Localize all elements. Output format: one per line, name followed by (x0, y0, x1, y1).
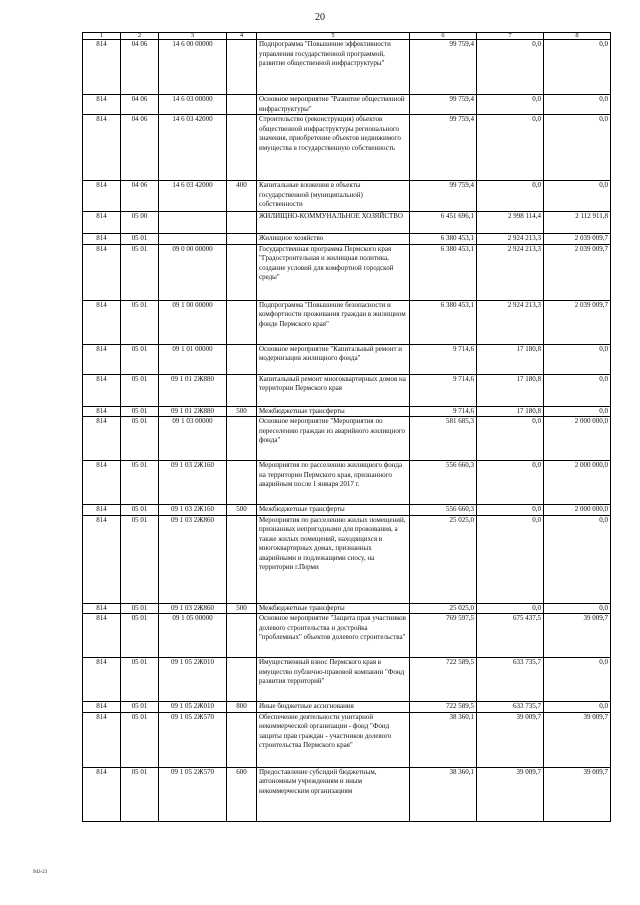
cell-expense-type (227, 461, 257, 505)
cell-amount-1: 769 597,5 (410, 614, 477, 658)
cell-amount-2: 2 924 213,3 (477, 244, 544, 300)
budget-table (82, 32, 611, 822)
cell-expense-type (227, 712, 257, 767)
header-cell: 3 (159, 33, 227, 40)
cell-section: 05 01 (121, 767, 159, 821)
cell-amount-1: 581 685,3 (410, 417, 477, 461)
cell-amount-3: 2 000 000,0 (544, 417, 611, 461)
cell-target-article: 14 6 03 00000 (159, 95, 227, 115)
header-cell: 1 (83, 33, 121, 40)
cell-target-article: 09 1 01 2Ж880 (159, 406, 227, 417)
cell-amount-1: 9 714,6 (410, 374, 477, 406)
cell-amount-3: 0,0 (544, 702, 611, 713)
cell-amount-2: 17 180,8 (477, 344, 544, 374)
cell-admin-code: 814 (83, 505, 121, 516)
cell-section: 05 01 (121, 702, 159, 713)
cell-expense-type (227, 40, 257, 95)
cell-name: Основное мероприятие "Мероприятия по переселению граждан из аварийного жилищного фонда" (257, 417, 410, 461)
cell-amount-3: 0,0 (544, 515, 611, 603)
cell-admin-code: 814 (83, 658, 121, 702)
table-header-row (83, 33, 611, 40)
cell-amount-3: 39 009,7 (544, 614, 611, 658)
table-row (83, 505, 611, 516)
cell-name: Подпрограмма "Повышение эффективности управления государственной программой, развитие общественной инфраструктуры" (257, 40, 410, 95)
table-row (83, 234, 611, 245)
cell-admin-code: 814 (83, 515, 121, 603)
cell-target-article: 09 1 05 00000 (159, 614, 227, 658)
cell-name: Межбюджетные трансферты (257, 406, 410, 417)
cell-expense-type: 400 (227, 181, 257, 212)
cell-amount-2: 39 009,7 (477, 712, 544, 767)
cell-target-article (159, 212, 227, 234)
cell-target-article: 09 1 01 2Ж880 (159, 374, 227, 406)
cell-amount-3: 0,0 (544, 181, 611, 212)
cell-amount-1: 25 025,0 (410, 603, 477, 614)
cell-amount-2: 0,0 (477, 40, 544, 95)
table-row (83, 40, 611, 95)
table-row (83, 658, 611, 702)
cell-expense-type (227, 658, 257, 702)
table-row (83, 95, 611, 115)
cell-expense-type: 800 (227, 702, 257, 713)
cell-amount-3: 2 039 009,7 (544, 234, 611, 245)
table-row (83, 212, 611, 234)
cell-section: 05 01 (121, 603, 159, 614)
cell-name: Межбюджетные трансферты (257, 603, 410, 614)
cell-admin-code: 814 (83, 344, 121, 374)
cell-amount-1: 6 451 696,1 (410, 212, 477, 234)
cell-section: 05 01 (121, 234, 159, 245)
table-row (83, 344, 611, 374)
cell-admin-code: 814 (83, 244, 121, 300)
cell-section: 04 06 (121, 181, 159, 212)
cell-amount-3: 2 039 009,7 (544, 244, 611, 300)
cell-expense-type: 600 (227, 767, 257, 821)
cell-name: Мероприятия по расселению жилищного фонда на территории Пермского края, признанного аварийным после 1 января 2017 г. (257, 461, 410, 505)
cell-section: 04 06 (121, 115, 159, 181)
cell-section: 05 01 (121, 712, 159, 767)
table-row (83, 417, 611, 461)
cell-name: Основное мероприятие "Капитальный ремонт и модернизация жилищного фонда" (257, 344, 410, 374)
cell-amount-2: 0,0 (477, 95, 544, 115)
cell-target-article: 09 1 05 2Ж010 (159, 658, 227, 702)
cell-amount-3: 0,0 (544, 658, 611, 702)
cell-amount-1: 99 759,4 (410, 40, 477, 95)
table-row (83, 115, 611, 181)
cell-admin-code: 814 (83, 614, 121, 658)
cell-amount-3: 39 009,7 (544, 712, 611, 767)
cell-name: Капитальный ремонт многоквартирных домов на территории Пермского края (257, 374, 410, 406)
cell-amount-2: 633 735,7 (477, 702, 544, 713)
cell-amount-3: 39 009,7 (544, 767, 611, 821)
cell-admin-code: 814 (83, 417, 121, 461)
cell-amount-2: 0,0 (477, 181, 544, 212)
cell-expense-type (227, 95, 257, 115)
cell-name: Мероприятия по расселению жилых помещений, признанных непригодными для проживания, а также жилых помещений, находящихся в многоквартирных домах, признанных аварийными и подлежащими сносу, на территории г.Перми (257, 515, 410, 603)
cell-target-article: 09 1 03 2Ж160 (159, 505, 227, 516)
cell-name: Государственная программа Пермского края "Градостроительная и жилищная политика, создание условий для комфортной городской среды" (257, 244, 410, 300)
cell-admin-code: 814 (83, 461, 121, 505)
cell-section: 04 06 (121, 40, 159, 95)
cell-admin-code: 814 (83, 374, 121, 406)
table-row (83, 767, 611, 821)
cell-amount-3: 0,0 (544, 374, 611, 406)
cell-name: Подпрограмма "Повышение безопасности и комфортности проживания граждан в жилищном фонде Пермского края" (257, 300, 410, 344)
cell-amount-2: 633 735,7 (477, 658, 544, 702)
cell-expense-type (227, 300, 257, 344)
cell-amount-1: 722 589,5 (410, 658, 477, 702)
cell-admin-code: 814 (83, 212, 121, 234)
cell-section: 05 01 (121, 244, 159, 300)
cell-name: Основное мероприятие "Развитие общественной инфраструктуры" (257, 95, 410, 115)
cell-expense-type (227, 417, 257, 461)
cell-section: 05 01 (121, 515, 159, 603)
cell-amount-1: 38 360,1 (410, 767, 477, 821)
cell-amount-1: 38 360,1 (410, 712, 477, 767)
table-row (83, 702, 611, 713)
cell-amount-2: 0,0 (477, 505, 544, 516)
cell-amount-1: 9 714,6 (410, 406, 477, 417)
cell-amount-1: 722 589,5 (410, 702, 477, 713)
table-row (83, 244, 611, 300)
cell-target-article: 09 1 05 2Ж570 (159, 712, 227, 767)
cell-section: 05 01 (121, 344, 159, 374)
cell-amount-3: 2 000 000,0 (544, 461, 611, 505)
cell-amount-3: 0,0 (544, 115, 611, 181)
header-cell: 8 (544, 33, 611, 40)
header-cell: 4 (227, 33, 257, 40)
cell-section: 05 01 (121, 300, 159, 344)
cell-admin-code: 814 (83, 115, 121, 181)
cell-amount-2: 2 924 213,3 (477, 300, 544, 344)
cell-name: Жилищное хозяйство (257, 234, 410, 245)
header-cell: 7 (477, 33, 544, 40)
cell-section: 04 06 (121, 95, 159, 115)
cell-amount-2: 17 180,8 (477, 406, 544, 417)
cell-expense-type: 500 (227, 406, 257, 417)
cell-target-article: 09 1 05 2Ж010 (159, 702, 227, 713)
table-row (83, 614, 611, 658)
cell-amount-2: 675 437,5 (477, 614, 544, 658)
cell-amount-2: 0,0 (477, 461, 544, 505)
cell-expense-type: 500 (227, 505, 257, 516)
cell-admin-code: 814 (83, 712, 121, 767)
table-row (83, 181, 611, 212)
cell-expense-type (227, 614, 257, 658)
cell-expense-type (227, 374, 257, 406)
cell-section: 05 01 (121, 505, 159, 516)
cell-name: Основное мероприятие "Защита прав участников долевого строительства и достройка "проблемных" объектов долевого строительства" (257, 614, 410, 658)
cell-amount-2: 39 009,7 (477, 767, 544, 821)
table-row (83, 515, 611, 603)
cell-admin-code: 814 (83, 767, 121, 821)
cell-target-article: 09 1 01 00000 (159, 344, 227, 374)
cell-target-article: 09 1 03 00000 (159, 417, 227, 461)
table-row (83, 406, 611, 417)
cell-target-article: 09 1 03 2Ж860 (159, 515, 227, 603)
cell-target-article: 09 1 00 00000 (159, 300, 227, 344)
cell-amount-3: 0,0 (544, 95, 611, 115)
cell-section: 05 01 (121, 374, 159, 406)
cell-target-article: 14 6 03 42000 (159, 181, 227, 212)
page-number: 20 (315, 12, 325, 23)
cell-expense-type (227, 515, 257, 603)
cell-amount-3: 0,0 (544, 344, 611, 374)
cell-name: Межбюджетные трансферты (257, 505, 410, 516)
cell-target-article: 14 6 00 00000 (159, 40, 227, 95)
cell-target-article: 09 1 05 2Ж570 (159, 767, 227, 821)
cell-amount-1: 99 759,4 (410, 115, 477, 181)
cell-expense-type (227, 344, 257, 374)
cell-target-article: 09 1 03 2Ж160 (159, 461, 227, 505)
cell-amount-3: 2 000 000,0 (544, 505, 611, 516)
cell-amount-1: 25 025,0 (410, 515, 477, 603)
cell-name: Иные бюджетные ассигнования (257, 702, 410, 713)
table-row (83, 461, 611, 505)
cell-amount-1: 6 380 453,1 (410, 300, 477, 344)
cell-amount-1: 9 714,6 (410, 344, 477, 374)
cell-admin-code: 814 (83, 702, 121, 713)
cell-target-article (159, 234, 227, 245)
footer-code: 943-23 (33, 870, 48, 875)
cell-name: Предоставление субсидий бюджетным, автономным учреждениям и иным некоммерческим организациям (257, 767, 410, 821)
cell-amount-2: 17 180,8 (477, 374, 544, 406)
cell-admin-code: 814 (83, 603, 121, 614)
cell-name: Обеспечение деятельности унитарной некоммерческой организации - фонд "Фонд защиты прав граждан - участников долевого строительства Пермского края" (257, 712, 410, 767)
table-row (83, 374, 611, 406)
header-cell: 6 (410, 33, 477, 40)
cell-amount-2: 0,0 (477, 417, 544, 461)
cell-amount-2: 2 998 114,4 (477, 212, 544, 234)
cell-expense-type (227, 115, 257, 181)
header-cell: 5 (257, 33, 410, 40)
cell-admin-code: 814 (83, 406, 121, 417)
cell-amount-2: 0,0 (477, 603, 544, 614)
cell-admin-code: 814 (83, 95, 121, 115)
cell-expense-type (227, 212, 257, 234)
cell-amount-1: 99 759,4 (410, 95, 477, 115)
table-row (83, 300, 611, 344)
cell-section: 05 01 (121, 406, 159, 417)
cell-amount-1: 556 660,3 (410, 461, 477, 505)
cell-amount-1: 6 380 453,1 (410, 234, 477, 245)
cell-amount-1: 99 759,4 (410, 181, 477, 212)
cell-amount-3: 0,0 (544, 603, 611, 614)
header-cell: 2 (121, 33, 159, 40)
cell-name: ЖИЛИЩНО-КОММУНАЛЬНОЕ ХОЗЯЙСТВО (257, 212, 410, 234)
cell-amount-3: 0,0 (544, 40, 611, 95)
cell-expense-type (227, 244, 257, 300)
table-row (83, 603, 611, 614)
cell-name: Имущественный взнос Пермского края в имущество публично-правовой компании "Фонд развития территорий" (257, 658, 410, 702)
cell-target-article: 14 6 03 42000 (159, 115, 227, 181)
cell-section: 05 00 (121, 212, 159, 234)
cell-section: 05 01 (121, 658, 159, 702)
cell-admin-code: 814 (83, 40, 121, 95)
cell-name: Строительство (реконструкция) объектов общественной инфраструктуры регионального значения, приобретение объектов недвижимого имущества в государственную собственность (257, 115, 410, 181)
cell-expense-type: 500 (227, 603, 257, 614)
cell-amount-2: 0,0 (477, 515, 544, 603)
cell-name: Капитальные вложения в объекты государственной (муниципальной) собственности (257, 181, 410, 212)
cell-amount-2: 2 924 213,3 (477, 234, 544, 245)
table-row (83, 712, 611, 767)
cell-section: 05 01 (121, 614, 159, 658)
cell-amount-2: 0,0 (477, 115, 544, 181)
cell-target-article: 09 1 03 2Ж860 (159, 603, 227, 614)
cell-amount-1: 556 660,3 (410, 505, 477, 516)
cell-amount-3: 2 112 911,8 (544, 212, 611, 234)
cell-section: 05 01 (121, 461, 159, 505)
cell-target-article: 09 0 00 00000 (159, 244, 227, 300)
cell-amount-3: 0,0 (544, 406, 611, 417)
cell-admin-code: 814 (83, 181, 121, 212)
cell-amount-3: 2 039 009,7 (544, 300, 611, 344)
cell-admin-code: 814 (83, 300, 121, 344)
cell-section: 05 01 (121, 417, 159, 461)
cell-admin-code: 814 (83, 234, 121, 245)
cell-amount-1: 6 380 453,1 (410, 244, 477, 300)
cell-expense-type (227, 234, 257, 245)
